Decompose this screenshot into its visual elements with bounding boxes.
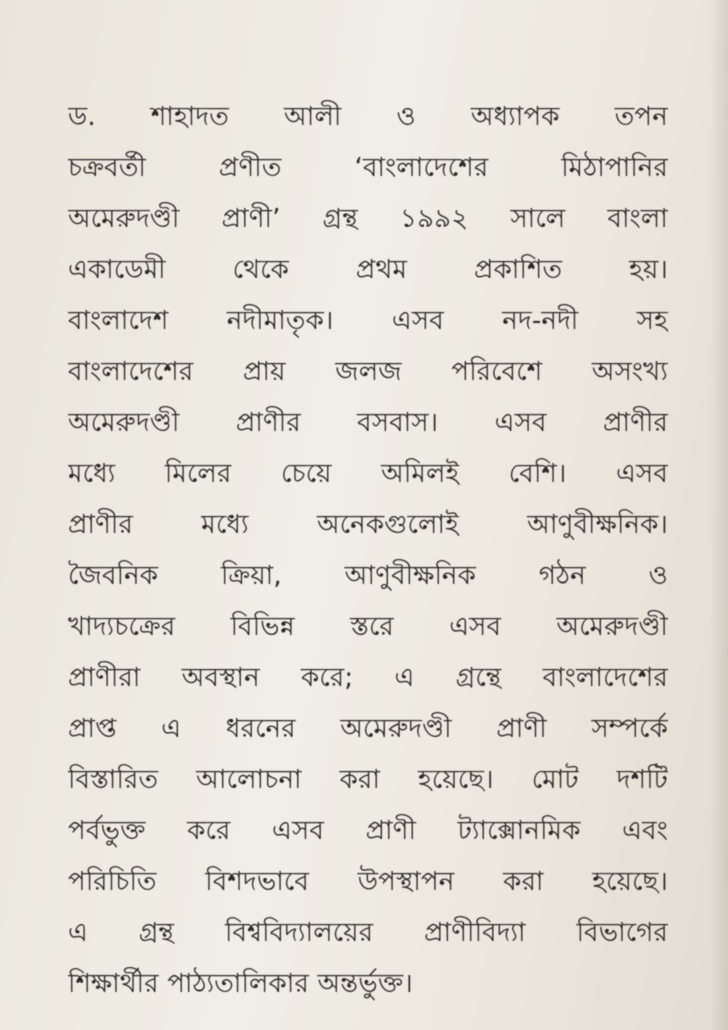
text-line: ড. শাহাদত আলী ও অধ্যাপক তপন (68, 102, 668, 132)
text-line: খাদ্যচক্রের বিভিন্ন স্তরে এসব অমেরুদণ্ডী (68, 612, 668, 642)
text-line: বাংলাদেশের প্রায় জলজ পরিবেশে অসংখ্য (68, 357, 668, 387)
text-line: অমেরুদণ্ডী প্রাণী’ গ্রন্থ ১৯৯২ সালে বাংলা (68, 204, 668, 234)
text-line: প্রাপ্ত এ ধরনের অমেরুদণ্ডী প্রাণী সম্পর্কে (68, 714, 668, 744)
text-line: মধ্যে মিলের চেয়ে অমিলই বেশি। এসব (68, 459, 668, 489)
text-line: পরিচিতি বিশদভাবে উপস্থাপন করা হয়েছে। (68, 867, 668, 897)
text-line: প্রাণীর মধ্যে অনেকগুলোই আণুবীক্ষনিক। (68, 510, 668, 540)
text-line: শিক্ষার্থীর পাঠ্যতালিকার অন্তর্ভুক্ত। (68, 969, 413, 999)
text-line: বিস্তারিত আলোচনা করা হয়েছে। মোট দশটি (68, 765, 668, 795)
text-line: পর্বভুক্ত করে এসব প্রাণী ট্যাক্সোনমিক এবং (68, 816, 668, 846)
body-paragraph (68, 92, 668, 1010)
text-line: একাডেমী থেকে প্রথম প্রকাশিত হয়। (68, 255, 668, 285)
text-line: চক্রবর্তী প্রণীত ‘বাংলাদেশের মিঠাপানির (68, 153, 668, 183)
text-line: অমেরুদণ্ডী প্রাণীর বসবাস। এসব প্রাণীর (68, 408, 668, 438)
text-line: বাংলাদেশ নদীমাতৃক। এসব নদ-নদী সহ (68, 306, 668, 336)
text-line: জৈবনিক ক্রিয়া, আণুবীক্ষনিক গঠন ও (68, 561, 668, 591)
text-line: প্রাণীরা অবস্থান করে; এ গ্রন্থে বাংলাদেশের (68, 663, 668, 693)
text-line: এ গ্রন্থ বিশ্ববিদ্যালয়ের প্রাণীবিদ্যা বিভাগের (68, 918, 668, 948)
page-edge-shadow (710, 0, 728, 1030)
